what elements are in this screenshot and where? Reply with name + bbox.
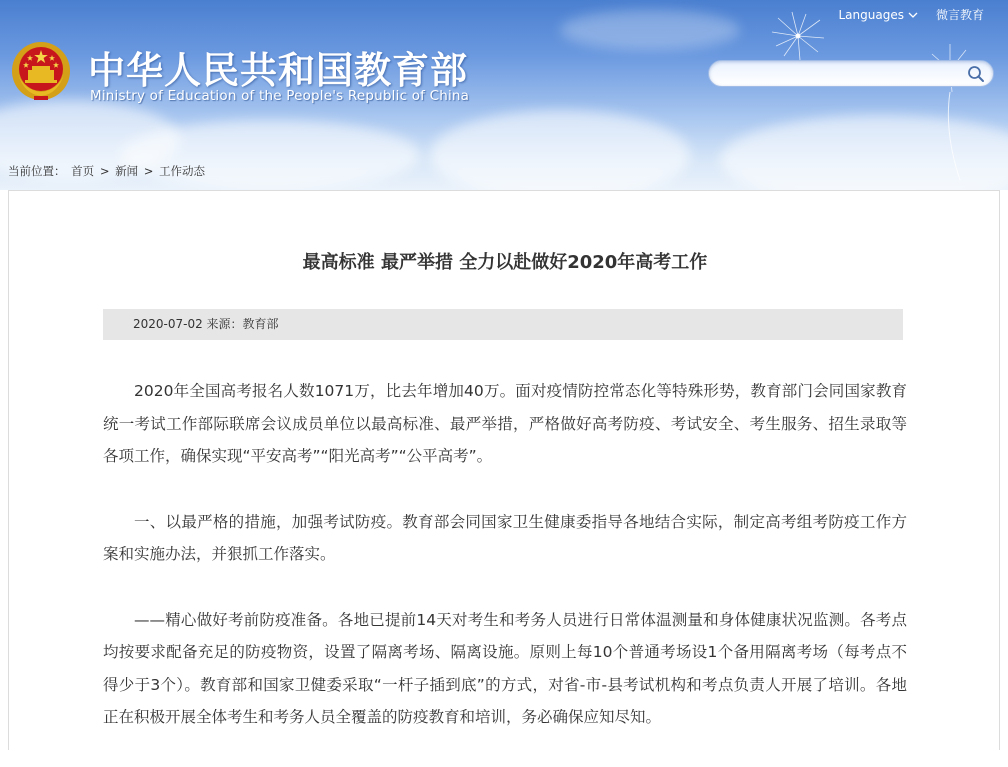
dandelion-decoration xyxy=(900,30,1000,180)
chevron-down-icon xyxy=(908,11,918,19)
article-meta: 2020-07-02 来源：教育部 xyxy=(103,309,903,340)
breadcrumb xyxy=(8,163,207,179)
article-title: 最高标准 最严举措 全力以赴做好2020年高考工作 xyxy=(302,252,708,273)
breadcrumb-prefix: 当前位置： xyxy=(8,164,66,178)
weibo-link[interactable]: 微言教育 xyxy=(935,8,984,22)
search-icon[interactable] xyxy=(967,65,985,83)
cloud-decoration xyxy=(120,120,420,190)
article-paragraph: 一、以最严格的措施，加强考试防疫。教育部会同国家卫生健康委指导各地结合实际，制定高考组考防疫工作方案和实施办法，并狠抓工作落实。 xyxy=(103,512,907,563)
search-box xyxy=(708,60,994,87)
article-paragraph: ——精心做好考前防疫准备。各地已提前14天对考生和考务人员进行日常体温测量和身体健康状况监测。各考点均按要求配备充足的防疫物资，设置了隔离考场、隔离设施。原则上每10个普通考场设1个备用隔离考场（每考点不得少于3个）。教育部和国家卫健委采取“一杆子插到底”的方式，对省-市-县考试机构和考点负责人开展了培训。各地正在积极开展全体考生和考务人员全覆盖的防疫教育和培训，务必确保应知尽知。 xyxy=(103,610,907,726)
top-links xyxy=(839,6,985,23)
article-panel xyxy=(8,190,1000,750)
languages-menu[interactable] xyxy=(839,8,918,22)
article-paragraph: 2020年全国高考报名人数1071万，比去年增加40万。面对疫情防控常态化等特殊形势，教育部门会同国家教育统一考试工作部际联席会议成员单位以最高标准、最严举措，严格做好高考防疫、考试安全、考生服务、招生录取等各项工作，确保实现“平安高考”“阳光高考”“公平高考”。 xyxy=(103,382,907,465)
cloud-decoration xyxy=(430,110,690,190)
site-title[interactable]: 中华人民共和国教育部 xyxy=(88,49,468,92)
breadcrumb-home[interactable]: 首页 xyxy=(71,164,95,178)
breadcrumb-separator: > xyxy=(99,164,110,178)
search-input[interactable] xyxy=(719,63,963,85)
national-emblem-icon[interactable] xyxy=(10,40,72,102)
breadcrumb-work-updates[interactable]: 工作动态 xyxy=(159,164,206,178)
site-header xyxy=(0,0,1008,190)
site-subtitle: Ministry of Education of the People's Republic of China xyxy=(90,88,470,104)
breadcrumb-news[interactable]: 新闻 xyxy=(115,164,139,178)
article-body xyxy=(103,375,907,767)
cloud-decoration xyxy=(560,10,740,50)
languages-label: Languages xyxy=(838,7,904,22)
breadcrumb-separator: > xyxy=(143,164,154,178)
